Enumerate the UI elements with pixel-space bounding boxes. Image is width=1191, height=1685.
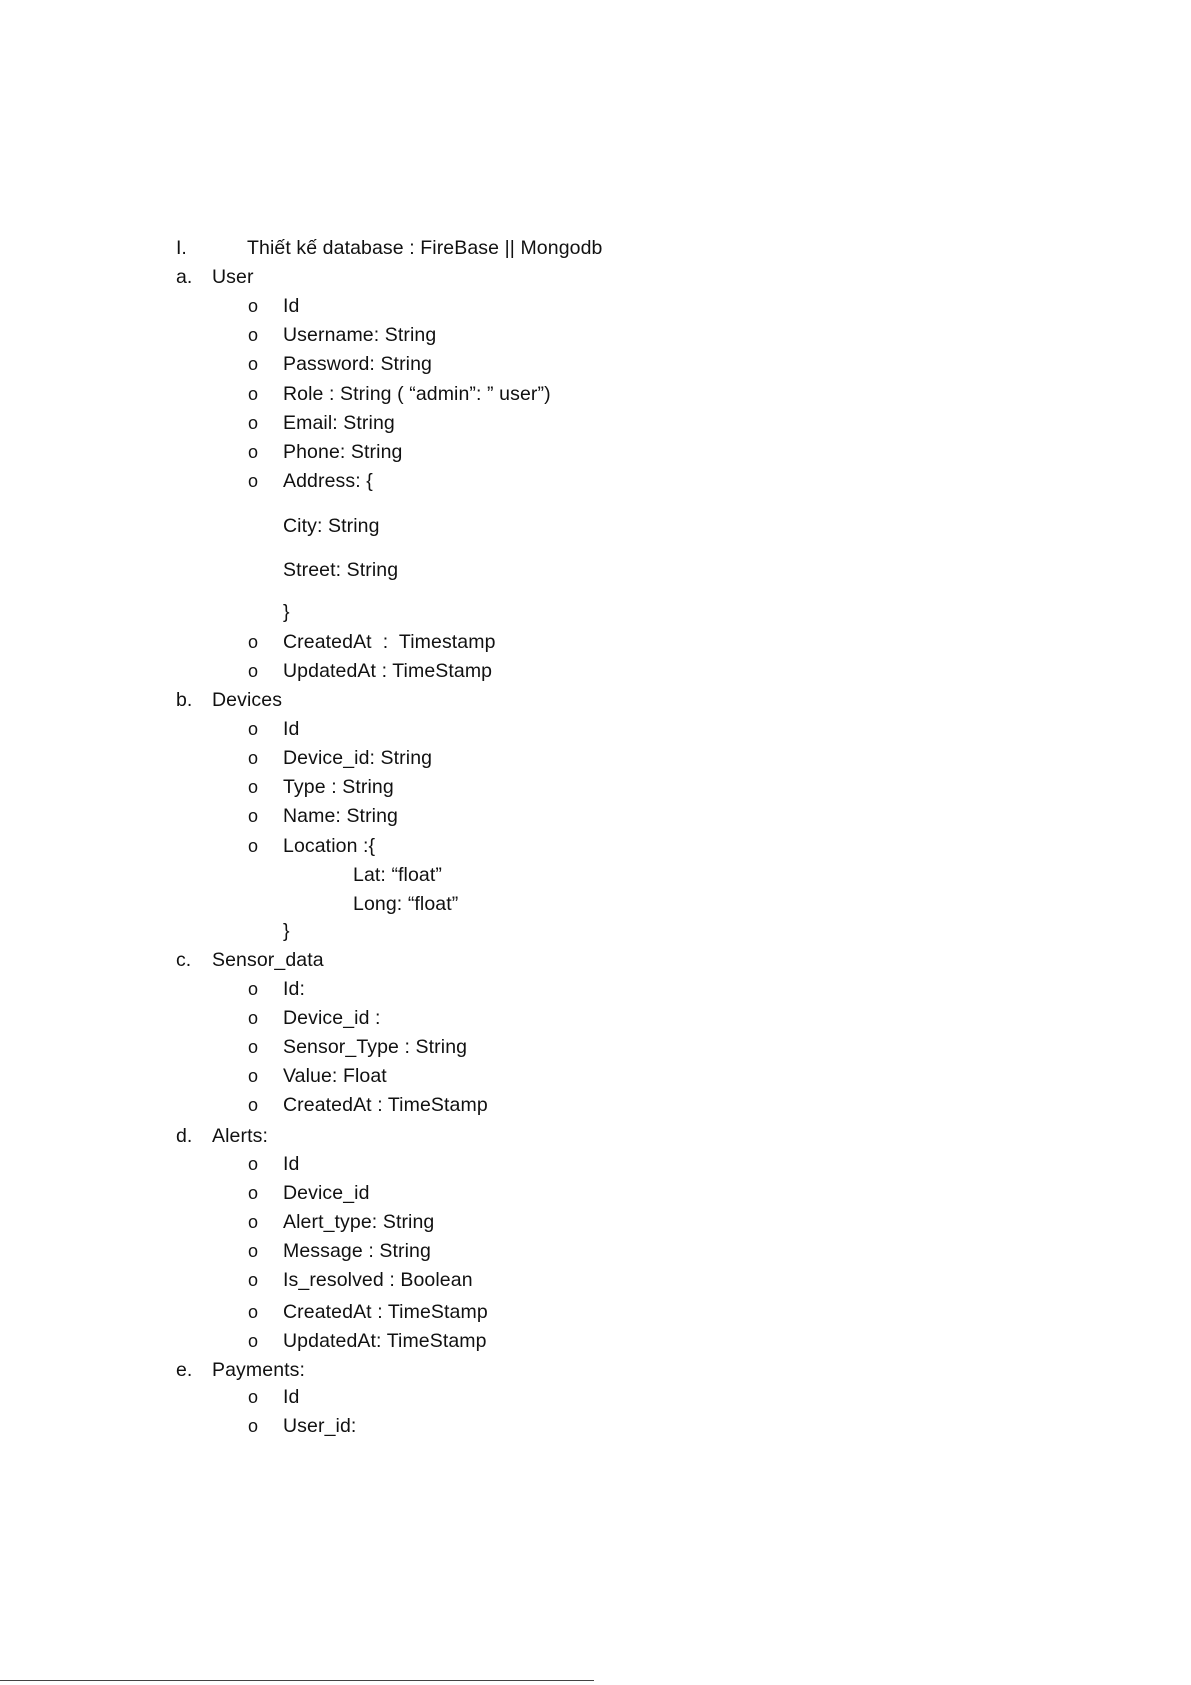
list-item: Id [283,1386,300,1408]
bullet-icon: o [248,354,259,374]
bullet-icon: o [248,1212,259,1232]
bullet-icon: o [248,1270,259,1290]
bullet-icon: o [248,413,259,433]
bullet-icon: o [248,325,259,345]
list-item: Role : String ( “admin”: ” user”) [283,383,551,405]
bullet-icon: o [248,836,259,856]
bullet-icon: o [248,1387,259,1407]
list-item: Alert_type: String [283,1211,435,1233]
list-item: UpdatedAt: TimeStamp [283,1330,487,1352]
list-item: Value: Float [283,1065,387,1087]
section-marker-c: c. [176,949,192,971]
bullet-icon: o [248,1095,259,1115]
list-item: UpdatedAt : TimeStamp [283,660,493,682]
bullet-icon: o [248,471,259,491]
list-item: Id: [283,978,305,1000]
bullet-icon: o [248,1416,259,1436]
list-item: Sensor_Type : String [283,1036,468,1058]
bullet-icon: o [248,1037,259,1057]
section-marker-e: e. [176,1359,193,1381]
bullet-icon: o [248,1183,259,1203]
bullet-icon: o [248,748,259,768]
bullet-icon: o [248,1154,259,1174]
list-item: Phone: String [283,441,403,463]
list-item: CreatedAt : TimeStamp [283,1094,488,1116]
bullet-icon: o [248,296,259,316]
bullet-icon: o [248,979,259,999]
list-item: Type : String [283,776,394,798]
list-item: Device_id : [283,1007,381,1029]
section-marker-d: d. [176,1125,193,1147]
section-title-user: User [212,266,254,288]
list-item: CreatedAt : Timestamp [283,631,496,653]
bullet-icon: o [248,1008,259,1028]
section-title-alerts: Alerts: [212,1125,268,1147]
page-bottom-rule [0,1680,594,1681]
location-field: Lat: “float” [353,864,442,886]
list-item: Id [283,718,300,740]
list-item: Password: String [283,353,432,375]
bullet-icon: o [248,632,259,652]
list-item: Username: String [283,324,437,346]
bullet-icon: o [248,1066,259,1086]
address-field: City: String [283,515,380,537]
heading-number: I. [176,237,187,259]
address-closing-brace: } [283,601,290,623]
list-item: User_id: [283,1415,357,1437]
bullet-icon: o [248,806,259,826]
section-marker-b: b. [176,689,193,711]
list-item: Device_id [283,1182,370,1204]
location-closing-brace: } [283,920,290,942]
list-item: Id [283,295,300,317]
list-item: Message : String [283,1240,431,1262]
section-title-sensor-data: Sensor_data [212,949,324,971]
list-item: Location :{ [283,835,376,857]
bullet-icon: o [248,384,259,404]
list-item: Device_id: String [283,747,433,769]
bullet-icon: o [248,442,259,462]
location-field: Long: “float” [353,893,459,915]
list-item: Id [283,1153,300,1175]
bullet-icon: o [248,661,259,681]
address-field: Street: String [283,559,399,581]
bullet-icon: o [248,1331,259,1351]
bullet-icon: o [248,719,259,739]
list-item: Email: String [283,412,395,434]
bullet-icon: o [248,1302,259,1322]
bullet-icon: o [248,1241,259,1261]
section-title-payments: Payments: [212,1359,306,1381]
list-item: Is_resolved : Boolean [283,1269,473,1291]
bullet-icon: o [248,777,259,797]
section-title-devices: Devices [212,689,283,711]
list-item: Address: { [283,470,373,492]
list-item: Name: String [283,805,398,827]
section-marker-a: a. [176,266,193,288]
heading-title: Thiết kế database : FireBase || Mongodb [247,237,603,259]
list-item: CreatedAt : TimeStamp [283,1301,488,1323]
